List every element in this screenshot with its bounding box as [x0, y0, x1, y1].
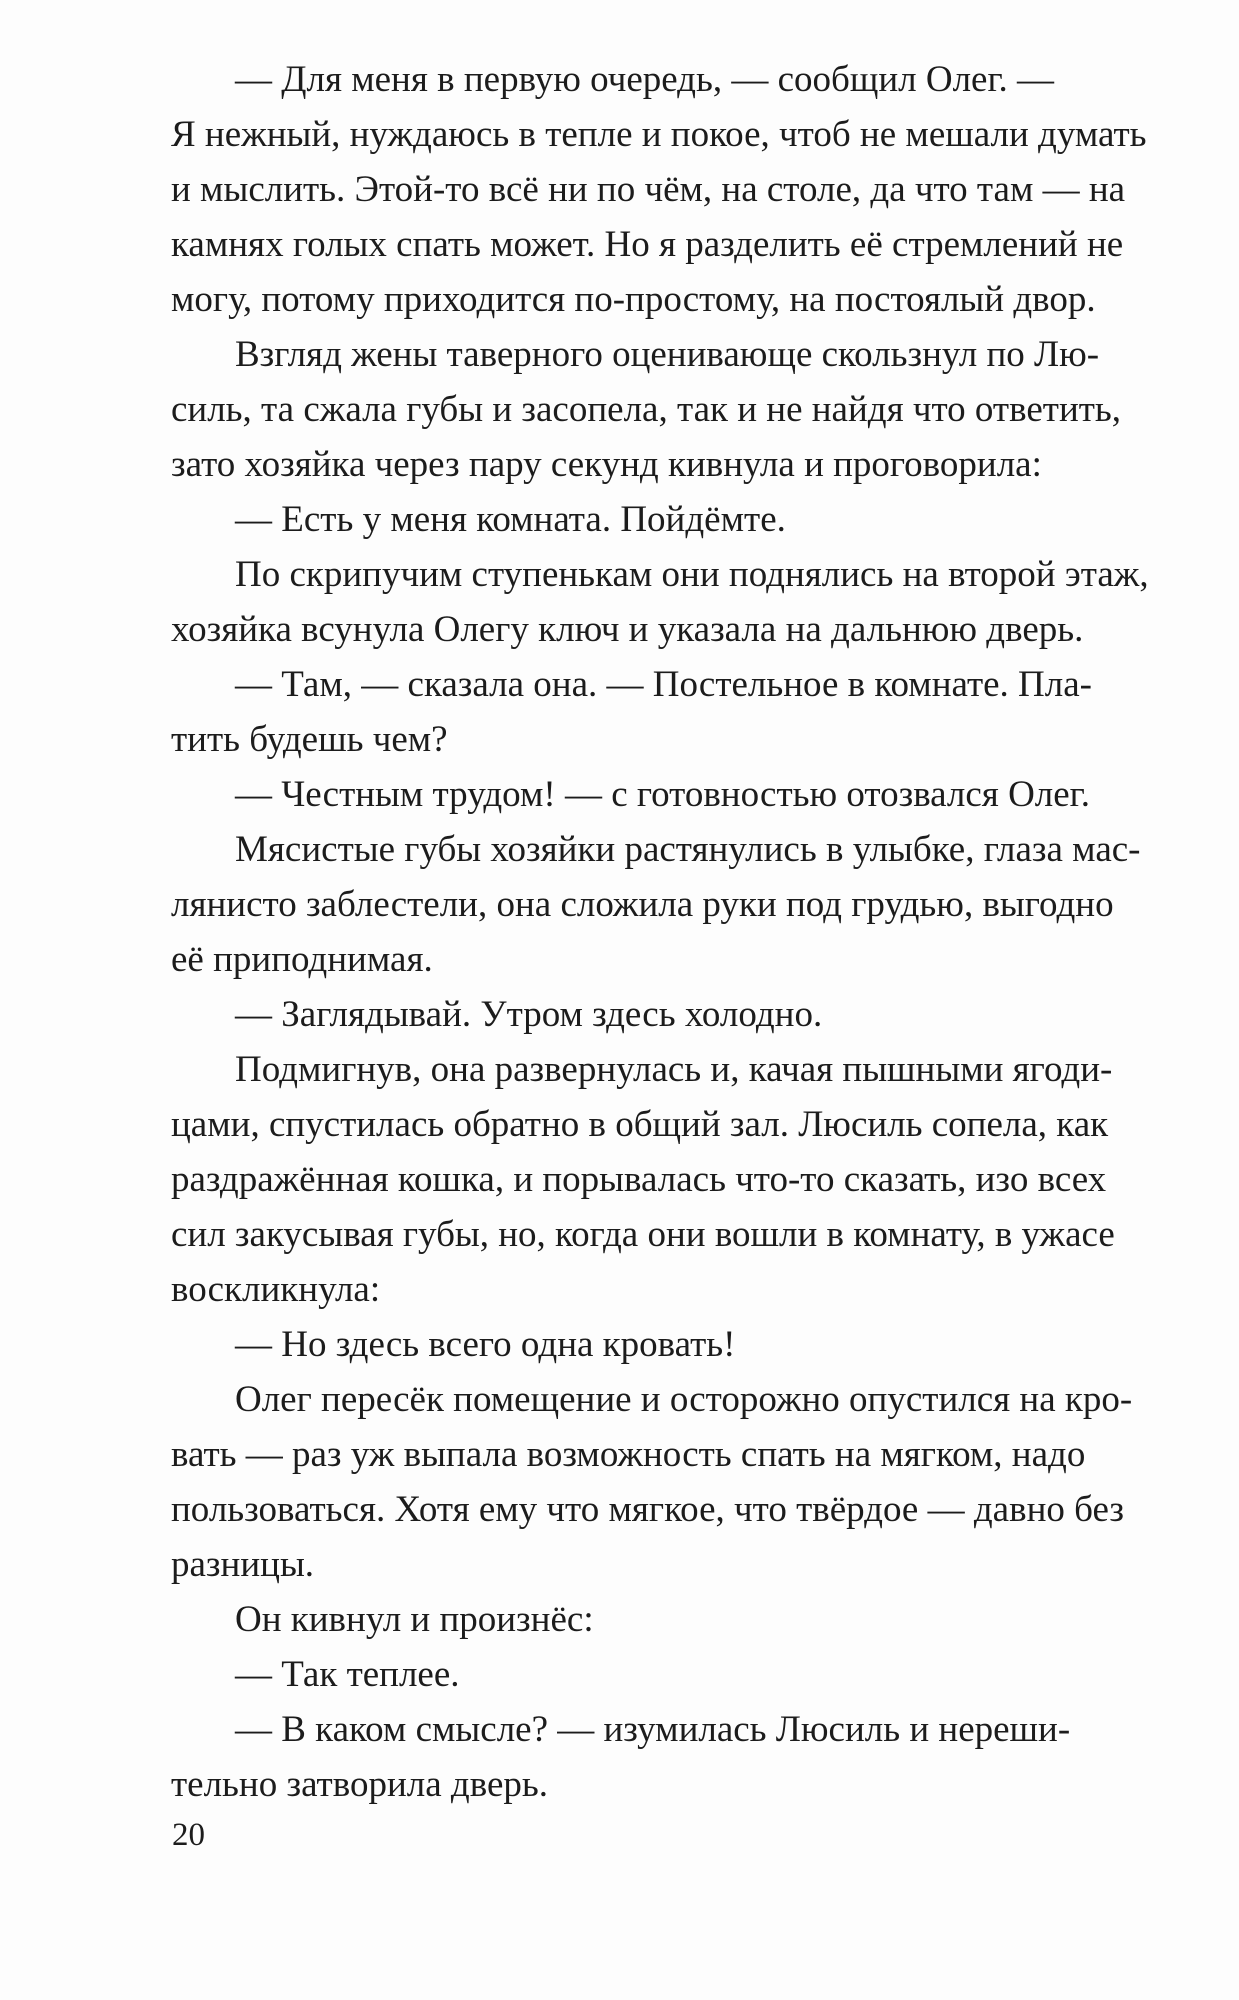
paragraph-4: По скрипучим ступенькам они поднялись на второй этаж, хозяйка всунула Олегу ключ и указала на дальнюю дверь.	[171, 554, 1149, 650]
paragraph-14: — В каком смысле? — изумилась Люсиль и нереши- тельно затворила дверь.	[171, 1709, 1071, 1805]
paragraph-5: — Там, — сказала она. — Постельное в комнате. Пла- тить будешь чем?	[171, 664, 1092, 760]
paragraph-10: — Но здесь всего одна кровать!	[235, 1324, 736, 1365]
paragraph-3: — Есть у меня комната. Пойдёмте.	[235, 499, 786, 540]
paragraph-8: — Заглядывай. Утром здесь холодно.	[235, 994, 823, 1035]
paragraph-13: — Так теплее.	[235, 1654, 460, 1695]
paragraph-2: Взгляд жены таверного оценивающе скользнул по Лю- силь, та сжала губы и засопела, так и не найдя что ответить, зато хозяйка через пару секунд кивнула и проговорила:	[171, 334, 1122, 485]
paragraph-11: Олег пересёк помещение и осторожно опустился на кро- вать — раз уж выпала возможность спать на мягком, надо пользоваться. Хотя ему что мягкое, что твёрдое — давно без разницы.	[171, 1379, 1133, 1585]
paragraph-7: Мясистые губы хозяйки растянулись в улыбке, глаза мас- лянисто заблестели, она сложила руки под грудью, выгодно её приподнимая.	[171, 829, 1141, 980]
paragraph-9: Подмигнув, она развернулась и, качая пышными ягоди- цами, спустилась обратно в общий зал. Люсиль сопела, как раздражённая кошка, и порывалась что-то сказать, изо всех сил закусывая губы, но, когда они вошли в комнату, в ужасе воскликнула:	[171, 1049, 1115, 1310]
page-number: 20	[172, 1817, 205, 1853]
paragraph-12: Он кивнул и произнёс:	[235, 1599, 594, 1640]
body-text	[171, 52, 1223, 1812]
paragraph-6: — Честным трудом! — с готовностью отозвался Олег.	[235, 774, 1090, 815]
paragraph-1: — Для меня в первую очередь, — сообщил Олег. — Я нежный, нуждаюсь в тепле и покое, чтоб не мешали думать и мыслить. Этой-то всё ни по чём, на столе, да что там — на камнях голых спать может. Но я разделить её стремлений не могу, потому приходится по-простому, на постоялый двор.	[171, 59, 1147, 320]
